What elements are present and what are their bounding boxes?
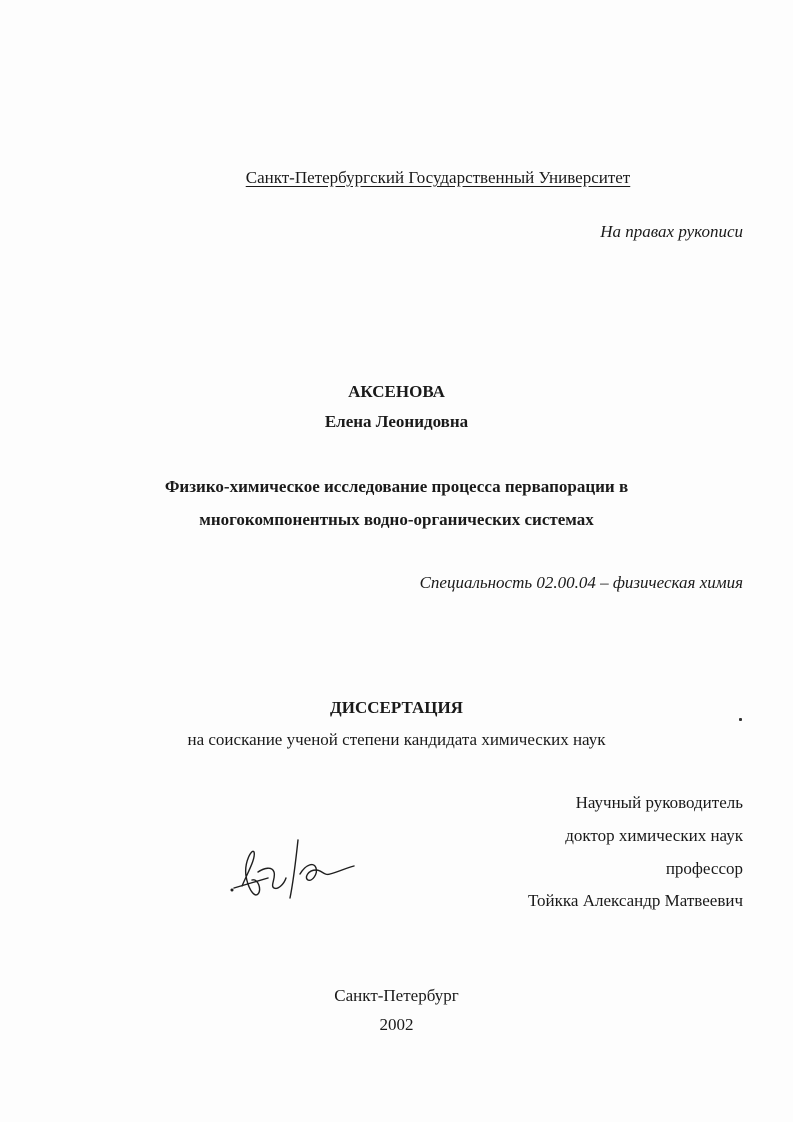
rights-note: На правах рукописи bbox=[600, 222, 743, 241]
document-type: ДИССЕРТАЦИЯ bbox=[330, 698, 463, 717]
scan-speck bbox=[739, 718, 742, 721]
supervisor-degree: доктор химических наук bbox=[565, 826, 743, 845]
supervisor-role: Научный руководитель bbox=[575, 793, 743, 812]
author-surname: АКСЕНОВА bbox=[348, 382, 445, 401]
thesis-title-line-2: многокомпонентных водно-органических системах bbox=[199, 510, 594, 529]
thesis-title-line-1: Физико-химическое исследование процесса первапорации в bbox=[164, 477, 629, 496]
supervisor-rank: профессор bbox=[665, 859, 743, 878]
author-given-names: Елена Леонидовна bbox=[324, 412, 469, 431]
specialty-line: Специальность 02.00.04 – физическая химия bbox=[419, 573, 743, 592]
degree-line: на соискание ученой степени кандидата химических наук bbox=[187, 730, 606, 749]
university-name: Санкт-Петербургский Государственный Университет bbox=[245, 168, 631, 187]
city: Санкт-Петербург bbox=[334, 986, 459, 1005]
supervisor-name: Тойкка Александр Матвеевич bbox=[527, 891, 743, 910]
year: 2002 bbox=[379, 1015, 414, 1034]
author-signature bbox=[228, 828, 358, 906]
